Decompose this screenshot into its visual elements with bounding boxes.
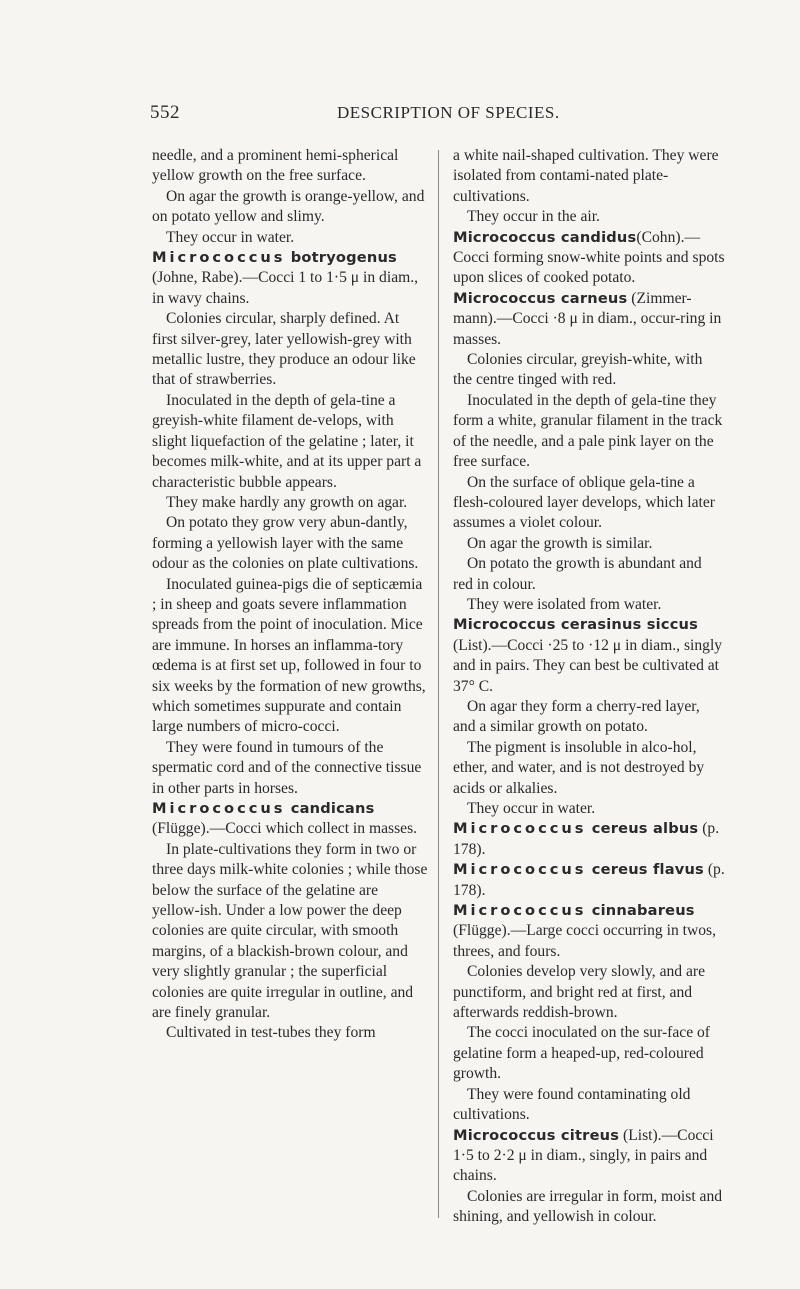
- species-epithet: citreus: [555, 1126, 620, 1144]
- paragraph: They occur in water.: [166, 228, 295, 246]
- species-description: (Flügge).—Large cocci occurring in twos, threes, and fours.: [453, 922, 716, 960]
- paragraph: They make hardly any growth on agar.: [166, 493, 408, 511]
- species-description: (List).—Cocci 1·5 to 2·2 μ in diam., singly, in pairs and chains.: [453, 1126, 714, 1185]
- paragraph: Colonies circular, greyish-white, with the centre tinged with red.: [453, 351, 703, 389]
- species-entry: [453, 1126, 725, 1187]
- running-title: DESCRIPTION OF SPECIES.: [337, 103, 560, 122]
- species-description: (List).—Cocci ·25 to ·12 μ in diam., singly and in pairs. They can best be cultivated at 37° C.: [453, 636, 723, 695]
- species-name: [453, 290, 627, 307]
- species-epithet: candicans: [285, 800, 375, 817]
- species-epithet: carneus: [555, 289, 628, 307]
- genus-name: Micrococcus: [453, 820, 587, 838]
- species-description: (Zimmer-mann).—Cocci ·8 μ in diam., occur-ring in masses.: [453, 289, 722, 348]
- species-description: (p. 178).: [453, 820, 720, 858]
- species-epithet: cinnabareus: [586, 902, 695, 920]
- genus-name: Micrococcus: [453, 289, 556, 307]
- species-entry: [152, 799, 428, 840]
- species-epithet: cerasinus siccus: [555, 616, 699, 634]
- species-entry: [453, 289, 725, 350]
- species-name: [453, 1127, 619, 1144]
- species-description: (Flügge).—Cocci which collect in masses.: [152, 820, 418, 838]
- paragraph: The cocci inoculated on the sur-face of gelatine form a heaped-up, red-coloured growth.: [453, 1024, 711, 1083]
- genus-name: Micrococcus: [152, 249, 286, 267]
- paragraph: On the surface of oblique gela-tine a flesh-coloured layer develops, which later assumes a violet colour.: [453, 473, 715, 532]
- species-description: (Johne, Rabe).—Cocci 1 to 1·5 μ in diam., in wavy chains.: [152, 269, 419, 307]
- paragraph: They were isolated from water.: [467, 595, 662, 613]
- paragraph: needle, and a prominent hemi-spherical yellow growth on the free surface.: [152, 147, 399, 185]
- genus-name: Micrococcus: [453, 902, 587, 920]
- species-epithet: cereus flavus: [586, 861, 704, 879]
- species-epithet: cereus albus: [586, 820, 699, 838]
- page-number: 552: [150, 102, 180, 123]
- paragraph: They occur in water.: [467, 800, 596, 817]
- species-entry: [453, 615, 725, 697]
- species-entry: [453, 901, 725, 962]
- paragraph: Cultivated in test-tubes they form: [166, 1024, 376, 1042]
- species-name: [453, 861, 704, 878]
- paragraph: They were found in tumours of the spermatic cord and of the connective tissue in other parts in horses.: [152, 738, 422, 797]
- paragraph: a white nail-shaped cultivation. They were isolated from contami-nated plate-cultivations.: [453, 147, 719, 205]
- paragraph: On potato they grow very abun-dantly, forming a yellowish layer with the same odour as the colonies on plate cultivations.: [152, 514, 419, 573]
- paragraph: On agar the growth is orange-yellow, and on potato yellow and slimy.: [152, 187, 425, 226]
- paragraph: They occur in the air.: [467, 208, 600, 226]
- genus-name: Micrococcus: [453, 616, 556, 634]
- genus-name: Micrococcus: [453, 1126, 556, 1144]
- species-name: [453, 616, 698, 633]
- species-name: [453, 229, 636, 246]
- paragraph: Colonies circular, sharply defined. At first silver-grey, later yellowish-grey with metallic lustre, they produce an odour like that of strawberries.: [152, 310, 416, 389]
- species-epithet: botryogenus: [285, 249, 397, 267]
- paragraph: The pigment is insoluble in alco-hol, ether, and water, and is not destroyed by acids or alkalies.: [453, 738, 705, 797]
- paragraph: On potato the growth is abundant and red in colour.: [453, 555, 702, 593]
- species-entry: [152, 248, 428, 309]
- species-description: (p. 178).: [453, 861, 725, 899]
- paragraph: In plate-cultivations they form in two or three days milk-white colonies ; while those below the surface of the gelatine are yellow-ish. Under a low power the deep colonies are quite circular, with smooth margins, of a blackish-brown colour, and very slightly granular ; the superficial colonies are quite irregular in outline, and are finely granular.: [152, 840, 428, 1022]
- paragraph: On agar the growth is similar.: [467, 534, 653, 552]
- paragraph: Inoculated guinea-pigs die of septicæmia ; in sheep and goats severe inflammation spreads from the point of inoculation. Mice are immune. In horses an inflamma-tory œdema is at first set up, followed in four to six weeks by the formation of new growths, which sometimes suppurate and contain large numbers of micro-cocci.: [152, 575, 426, 736]
- species-description: (Cohn).—Cocci forming snow-white points and spots upon slices of cooked potato.: [453, 228, 725, 287]
- right-column: [453, 146, 725, 1228]
- species-name: [152, 800, 374, 817]
- genus-name: Micrococcus: [453, 861, 587, 879]
- left-column: [152, 146, 428, 1044]
- species-name: [152, 249, 397, 266]
- species-entry: [453, 228, 725, 289]
- paragraph: They were found contaminating old cultivations.: [453, 1085, 691, 1124]
- genus-name: Micrococcus: [453, 228, 556, 246]
- column-divider: [438, 150, 439, 1218]
- species-entry: [453, 860, 725, 901]
- species-epithet: candidus: [555, 228, 637, 246]
- species-name: [453, 902, 695, 919]
- paragraph: Inoculated in the depth of gela-tine a greyish-white filament de-velops, with slight liquefaction of the gelatine ; later, it becomes milk-white, and at its upper part a characteristic bubble appears.: [152, 391, 422, 491]
- paragraph: Colonies are irregular in form, moist and shining, and yellowish in colour.: [453, 1187, 723, 1226]
- paragraph: Inoculated in the depth of gela-tine they form a white, granular filament in the track of the needle, and a pale pink layer on the free surface.: [453, 391, 723, 471]
- paragraph: On agar they form a cherry-red layer, and a similar growth on potato.: [453, 697, 700, 736]
- species-name: [453, 820, 698, 837]
- genus-name: Micrococcus: [152, 800, 286, 817]
- species-entry: [453, 819, 725, 860]
- paragraph: Colonies develop very slowly, and are punctiform, and bright red at first, and afterwards reddish-brown.: [453, 963, 706, 1022]
